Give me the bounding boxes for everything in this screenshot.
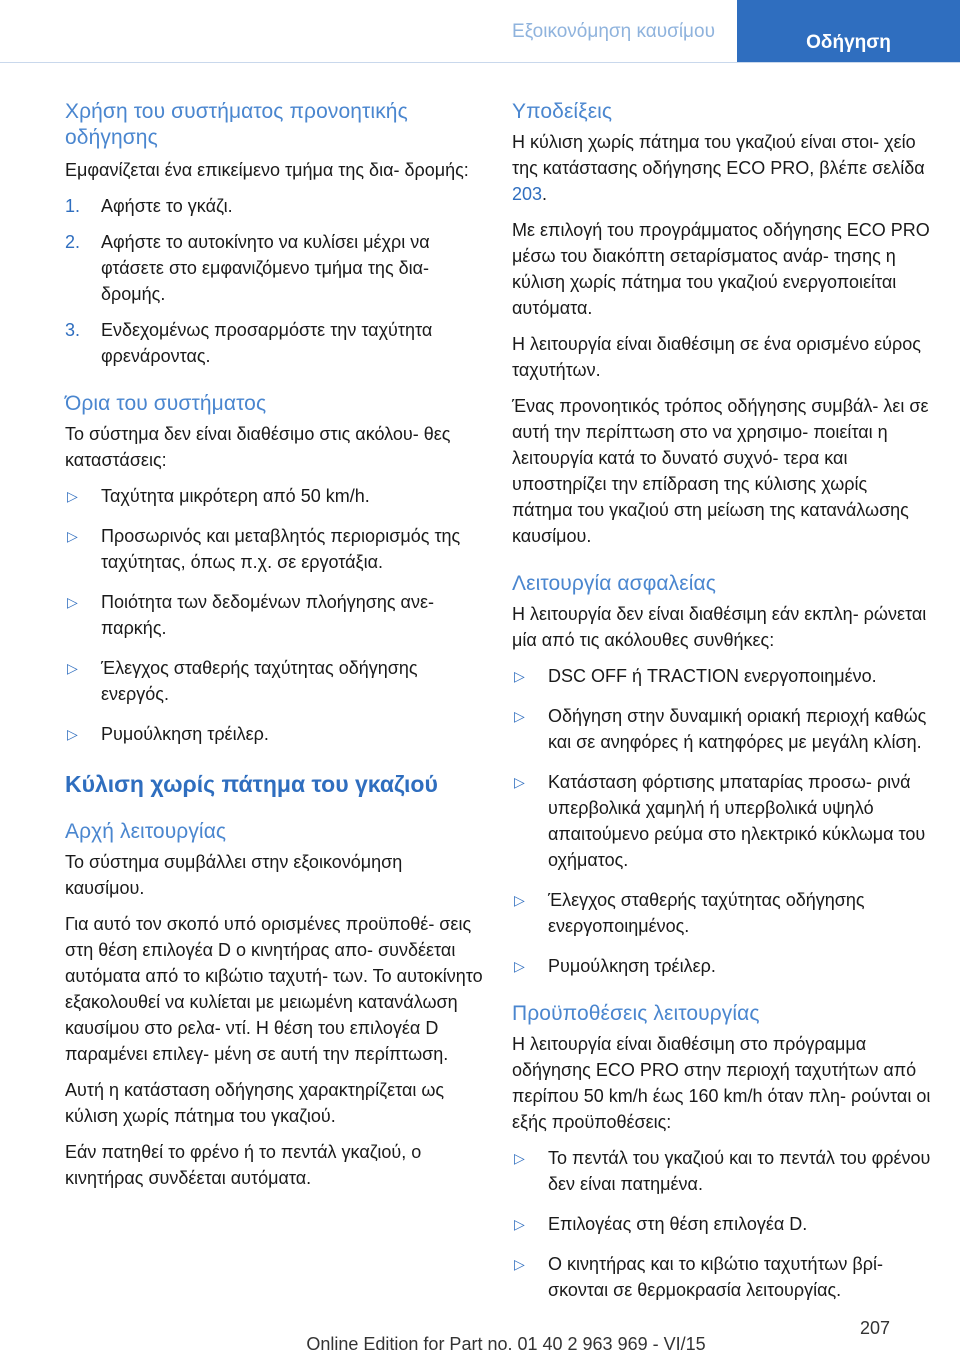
section-heading: Υποδείξεις: [512, 100, 613, 123]
triangle-bullet-icon: ▷: [67, 488, 78, 504]
bullet-list: [65, 483, 485, 747]
triangle-bullet-icon: ▷: [514, 1216, 525, 1232]
section-intro: Εμφανίζεται ένα επικείμενο τμήμα της δια- δρομής:: [65, 160, 469, 180]
section-heading: Λειτουργία ασφαλείας: [512, 572, 716, 595]
section-predictive-driving: [65, 99, 485, 369]
list-item: [65, 193, 485, 219]
bullet-text: Το πεντάλ του γκαζιού και το πεντάλ του φρένου δεν είναι πατημένα.: [548, 1148, 931, 1194]
list-item: [512, 703, 932, 755]
triangle-bullet-icon: ▷: [67, 594, 78, 610]
page-header: [0, 0, 960, 62]
triangle-bullet-icon: ▷: [67, 660, 78, 676]
triangle-bullet-icon: ▷: [514, 708, 525, 724]
list-item: [65, 655, 485, 707]
bullet-text: Οδήγηση στην δυναμική οριακή περιοχή καθώς και σε ανηφόρες ή κατηφόρες με μεγάλη κλίση.: [548, 706, 927, 752]
list-item: [65, 589, 485, 641]
chapter-tab-label: Οδήγηση: [806, 32, 891, 53]
triangle-bullet-icon: ▷: [67, 726, 78, 742]
list-item: [512, 887, 932, 939]
section-coasting: [65, 769, 485, 1191]
list-item: [65, 523, 485, 575]
step-text: Ενδεχομένως προσαρμόστε την ταχύτητα φρενάροντας.: [101, 320, 433, 366]
chapter-tab[interactable]: [737, 0, 960, 62]
list-item: [512, 1251, 932, 1303]
triangle-bullet-icon: ▷: [514, 668, 525, 684]
step-number: 3.: [65, 320, 81, 340]
triangle-bullet-icon: ▷: [514, 1256, 525, 1272]
header-divider: [0, 62, 960, 63]
bullet-list: [512, 663, 932, 979]
paragraph: Αυτή η κατάσταση οδήγησης χαρακτηρίζεται ως κύλιση χωρίς πάτημα του γκαζιού.: [65, 1080, 445, 1126]
section-intro: Η λειτουργία δεν είναι διαθέσιμη εάν εκπλη- ρώνεται μία από τις ακόλουθες συνθήκες:: [512, 604, 927, 650]
triangle-bullet-icon: ▷: [514, 892, 525, 908]
page-number: 207: [860, 1318, 891, 1338]
triangle-bullet-icon: ▷: [514, 774, 525, 790]
paragraph-text: .: [542, 184, 548, 204]
section-intro: Το σύστημα δεν είναι διαθέσιμο στις ακόλου- θες καταστάσεις:: [65, 424, 451, 470]
paragraph: Η λειτουργία είναι διαθέσιμη σε ένα ορισμένο εύρος ταχυτήτων.: [512, 334, 921, 380]
paragraph: [512, 129, 932, 207]
bullet-text: Κατάσταση φόρτισης μπαταρίας προσω- ρινά υπερβολικά χαμηλή ή υπερβολικά υψηλό απαιτούμενο ρεύμα στο ηλεκτρικό κύκλωμα του οχήματος.: [548, 772, 926, 870]
section-heading: Όρια του συστήματος: [65, 392, 267, 415]
section-notes: [512, 99, 932, 549]
steps-list: [65, 193, 485, 369]
list-item: [65, 229, 485, 307]
main-heading: Κύλιση χωρίς πάτημα του γκαζιού: [65, 771, 438, 797]
bullet-text: Έλεγχος σταθερής ταχύτητας οδήγησης ενεργοποιημένος.: [548, 890, 865, 936]
paragraph: Ένας προνοητικός τρόπος οδήγησης συμβάλ- λει σε αυτή την περίπτωση στο να χρησιμο- ποιείται η λειτουργία κατά το δυνατό συχνό- τερα και υποστηρίζει την επίδραση της κύλισης χωρίς πάτημα του γκαζιού στη μείωση της κατανάλωσης καυσίμου.: [512, 396, 929, 546]
triangle-bullet-icon: ▷: [514, 958, 525, 974]
section-operating-conditions: [512, 1001, 932, 1303]
list-item: [65, 483, 485, 509]
edition-footer: Online Edition for Part no. 01 40 2 963 969 - VI/15: [306, 1334, 706, 1354]
bullet-text: Ταχύτητα μικρότερη από 50 km/h.: [101, 486, 370, 506]
section-heading: Αρχή λειτουργίας: [65, 820, 227, 843]
paragraph: Για αυτό τον σκοπό υπό ορισμένες προϋποθέ- σεις στη θέση επιλογέα D ο κινητήρας απο- συνδέεται αυτόματα από το κιβώτιο ταχυτή- των. Το αυτοκίνητο εξακολουθεί να κυλίεται με μειωμένη κατανάλωση καυσίμου στο ρελα- ντί. Η θέση του επιλογέα D παραμένει επιλεγ- μένη σε αυτή την περίπτωση.: [65, 914, 483, 1064]
right-column: [512, 99, 932, 1325]
step-text: Αφήστε το γκάζι.: [101, 196, 233, 216]
step-number: 2.: [65, 232, 81, 252]
section-intro: Η λειτουργία είναι διαθέσιμη στο πρόγραμμα οδήγησης ECO PRO στην περιοχή ταχυτήτων από περίπου 50 km/h έως 160 km/h όταν πλη- ρούνται οι εξής προϋποθέσεις:: [512, 1034, 931, 1132]
bullet-text: Ρυμούλκηση τρέιλερ.: [548, 956, 716, 976]
paragraph: Εάν πατηθεί το φρένο ή το πεντάλ γκαζιού, ο κινητήρας συνδέεται αυτόματα.: [65, 1142, 422, 1188]
triangle-bullet-icon: ▷: [67, 528, 78, 544]
bullet-text: Ποιότητα των δεδομένων πλοήγησης ανε- παρκής.: [101, 592, 434, 638]
bullet-text: Ρυμούλκηση τρέιλερ.: [101, 724, 269, 744]
bullet-text: Προσωρινός και μεταβλητός περιορισμός της ταχύτητας, όπως π.χ. σε εργοτάξια.: [101, 526, 461, 572]
paragraph: Το σύστημα συμβάλλει στην εξοικονόμηση καυσίμου.: [65, 852, 403, 898]
list-item: [512, 1211, 932, 1237]
section-safety-function: [512, 571, 932, 979]
list-item: [65, 721, 485, 747]
list-item: [512, 1145, 932, 1197]
list-item: [512, 953, 932, 979]
section-title: Εξοικονόμηση καυσίμου: [512, 21, 715, 42]
bullet-text: Ο κινητήρας και το κιβώτιο ταχυτήτων βρί- σκονται σε θερμοκρασία λειτουργίας.: [548, 1254, 883, 1300]
section-heading: Χρήση του συστήματος προνοητικής οδήγησης: [65, 100, 408, 149]
list-item: [512, 769, 932, 873]
bullet-list: [512, 1145, 932, 1303]
paragraph-text: Η κύλιση χωρίς πάτημα του γκαζιού είναι στοι- χείο της κατάστασης οδήγησης ECO PRO, βλέπε σελίδα: [512, 132, 925, 178]
step-text: Αφήστε το αυτοκίνητο να κυλίσει μέχρι να φτάσετε στο εμφανιζόμενο τμήμα της δια- δρομής.: [101, 232, 430, 304]
list-item: [512, 663, 932, 689]
paragraph: Με επιλογή του προγράμματος οδήγησης ECO PRO μέσω του διακόπτη σεταρίσματος ανάρ- τησης η κύλιση χωρίς πάτημα του γκαζιού ενεργοποιείται αυτόματα.: [512, 220, 930, 318]
section-system-limits: [65, 391, 485, 747]
triangle-bullet-icon: ▷: [514, 1150, 525, 1166]
step-number: 1.: [65, 196, 81, 216]
bullet-text: Επιλογέας στη θέση επιλογέα D.: [548, 1214, 808, 1234]
list-item: [65, 317, 485, 369]
bullet-text: Έλεγχος σταθερής ταχύτητας οδήγησης ενεργός.: [101, 658, 418, 704]
section-heading: Προϋποθέσεις λειτουργίας: [512, 1002, 760, 1025]
left-column: [65, 99, 485, 1213]
page-link[interactable]: 203: [512, 184, 543, 204]
bullet-text: DSC OFF ή TRACTION ενεργοποιημένο.: [548, 666, 877, 686]
